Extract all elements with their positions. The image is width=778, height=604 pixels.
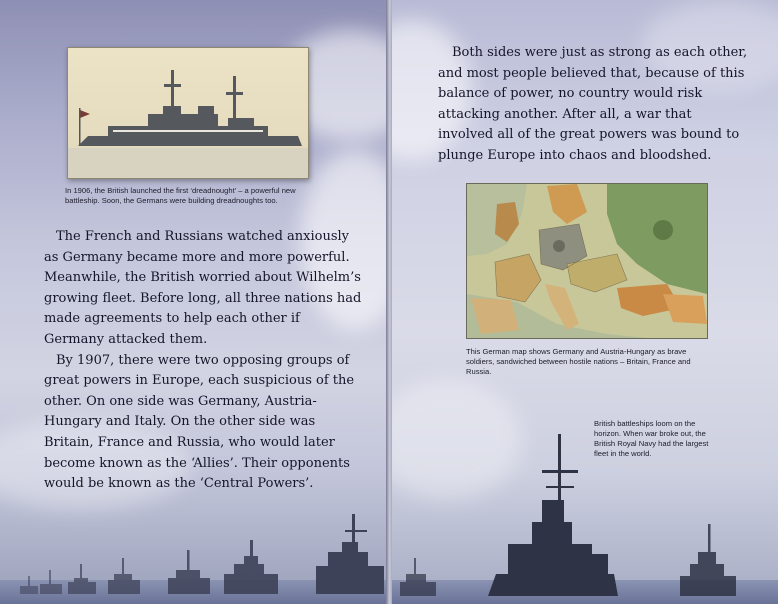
dreadnought-photo xyxy=(67,47,309,179)
right-paragraph-1: Both sides were just as strong as each other, and most people believed that, because of this balance of power, no country would risk attacking another. After all, a war that involved all of the great powers was bound to plunge Europe into chaos and bloodshed. xyxy=(438,45,748,163)
photo-caption: In 1906, the British launched the first ‘dreadnought’ – a powerful new battleship. Soon, the Germans were building dreadnoughts too. xyxy=(65,186,296,205)
right-battleships xyxy=(392,414,778,604)
left-battleships xyxy=(0,494,388,604)
left-page xyxy=(0,0,388,604)
right-page xyxy=(392,0,778,604)
ships-caption: British battleships loom on the horizon. When war broke out, the British Royal Navy had the largest fleet in the world. xyxy=(594,419,709,458)
left-paragraph-2: By 1907, there were two opposing groups of great powers in Europe, each suspicious of the other. On one side was Germany, Austria-Hungary and Italy. On the other side was Britain, France and Russia, who would later become known as the ‘Allies’. Their opponents would be known as the ‘Central Powers’. xyxy=(44,352,355,492)
map-caption: This German map shows Germany and Austria-Hungary as brave soldiers, sandwiched between hostile nations – Britain, France and Russia. xyxy=(466,347,691,376)
left-paragraph-1: The French and Russians watched anxiously as Germany became more and more powerful. Meanwhile, the British worried about Wilhelm’s growing fleet. Before long, all three nations had made agreements to help each other if Germany attacked them. xyxy=(44,229,362,347)
left-body-text xyxy=(44,227,364,495)
satirical-europe-map xyxy=(466,183,708,339)
right-body-text xyxy=(438,43,748,167)
